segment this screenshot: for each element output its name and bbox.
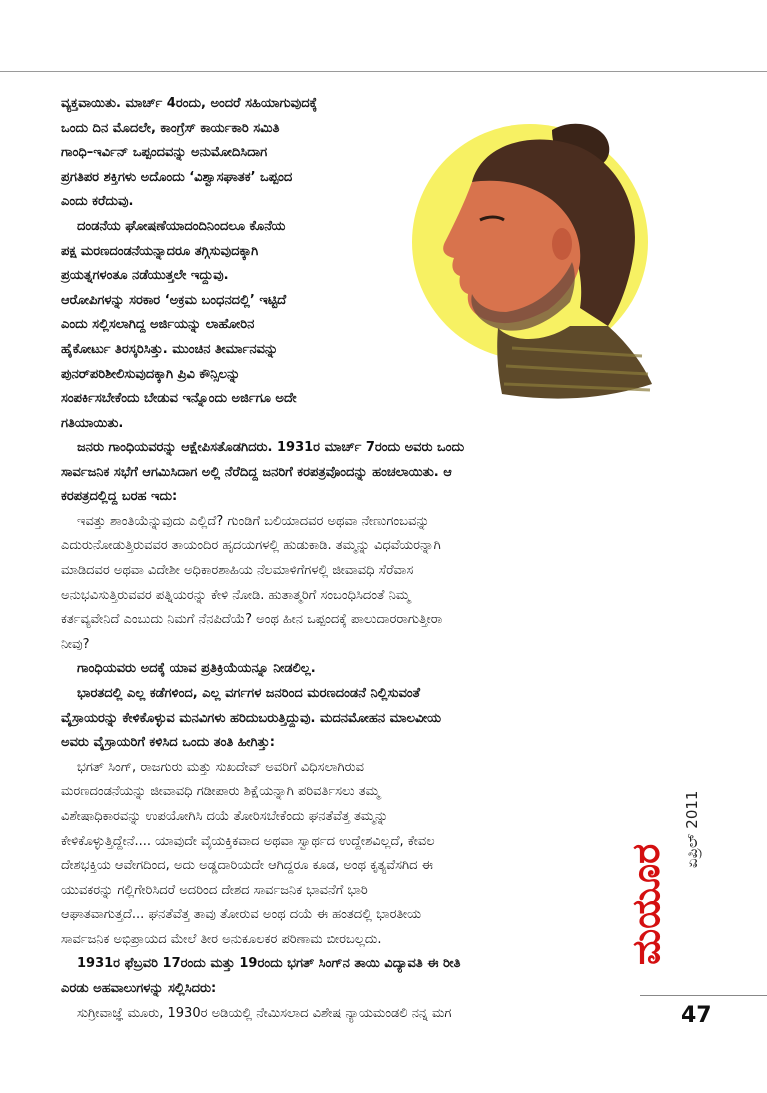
- text-line: ಆರೋಪಿಗಳನ್ನು ಸರಕಾರ ‘ಅಕ್ರಮ ಬಂಧನದಲ್ಲಿ’ ಇಟ್ಟಿದೆ: [61, 292, 287, 308]
- text-line: ಆಘಾತವಾಗುತ್ತದೆ... ಘನತೆವೆತ್ತ ತಾವು ತೋರುವ ಅಂಥ ದಯೆ ಈ ಹಂತದಲ್ಲಿ ಭಾರತೀಯ: [61, 907, 422, 923]
- page-number-rule: [640, 995, 767, 996]
- text-line: ದಂಡನೆಯ ಘೋಷಣೆಯಾದಂದಿನಿಂದಲೂ ಕೊನೆಯ: [77, 218, 286, 234]
- magazine-masthead: ಮಯೂರ: [624, 843, 668, 965]
- ear: [552, 228, 572, 260]
- text-line: ಪ್ರಗತಿಪರ ಶಕ್ತಿಗಳು ಅದೊಂದು ‘ವಿಶ್ವಾಸಘಾತಕ’ ಒಪ್ಪಂದ: [61, 169, 293, 185]
- text-line: ನೀವು?: [61, 636, 90, 652]
- text-line: ಒಂದು ದಿನ ಮೊದಲೇ, ಕಾಂಗ್ರೆಸ್ ಕಾರ್ಯಕಾರಿ ಸಮಿತಿ: [61, 120, 280, 136]
- text-line: ಅವರು ವೈಸ್ರಾಯರಿಗೆ ಕಳಿಸಿದ ಒಂದು ತಂತಿ ಹೀಗಿತ್ತು:: [61, 735, 275, 751]
- text-line: ಗತಿಯಾಯಿತು.: [61, 415, 124, 431]
- text-line: ಕರಪತ್ರದಲ್ಲಿದ್ದ ಬರಹ ಇದು:: [61, 489, 178, 505]
- text-line: ವೈಸ್ರಾಯರನ್ನು ಕೇಳಿಕೊಳ್ಳುವ ಮನವಿಗಳು ಹರಿದುಬರುತ್ತಿದ್ದುವು. ಮದನಮೋಹನ ಮಾಲವೀಯ: [61, 710, 442, 726]
- body-text: [61, 436, 631, 1026]
- text-line: ವಿಶೇಷಾಧಿಕಾರವನ್ನು ಉಪಯೋಗಿಸಿ ದಯೆ ತೋರಿಸಬೇಕೆಂದು ಘನತೆವೆತ್ತ ತಮ್ಮನ್ನು: [61, 808, 389, 824]
- text-line: 1931ರ ಫೆಬ್ರವರಿ 17ರಂದು ಮತ್ತು 19ರಂದು ಭಗತ್ ಸಿಂಗ್‌ನ ತಾಯಿ ವಿದ್ಯಾವತಿ ಈ ರೀತಿ: [77, 956, 461, 972]
- text-line: ಎರಡು ಅಹವಾಲುಗಳನ್ನು ಸಲ್ಲಿಸಿದರು:: [61, 981, 217, 997]
- text-line: ಯುವಕರನ್ನು ಗಲ್ಲಿಗೇರಿಸಿದರೆ ಅದರಿಂದ ದೇಶದ ಸಾರ್ವಜನಿಕ ಭಾವನೆಗೆ ಭಾರಿ: [61, 882, 368, 898]
- text-line: ಕೇಳಿಕೊಳ್ಳುತ್ತಿದ್ದೇನೆ.... ಯಾವುದೇ ವೈಯಕ್ತಿಕವಾದ ಅಥವಾ ಸ್ವಾರ್ಥದ ಉದ್ದೇಶವಿಲ್ಲದೆ, ಕೇವಲ: [61, 833, 435, 849]
- top-rule: [0, 71, 767, 72]
- text-line: ಭಾರತದಲ್ಲಿ ಎಲ್ಲ ಕಡೆಗಳಿಂದ, ಎಲ್ಲ ವರ್ಗಗಳ ಜನರಿಂದ ಮರಣದಂಡನೆ ನಿಲ್ಲಿಸುವಂತೆ: [77, 685, 421, 701]
- column-text: [61, 92, 406, 436]
- text-line: ಪ್ರಯತ್ನಗಳಂತೂ ನಡೆಯುತ್ತಲೇ ಇದ್ದುವು.: [61, 268, 229, 284]
- portrait-illustration: [402, 112, 667, 402]
- text-line: ಹೈಕೋರ್ಟು ತಿರಸ್ಕರಿಸಿತ್ತು. ಮುಂಚಿನ ತೀರ್ಮಾನವನ್ನು: [61, 341, 279, 357]
- text-line: ವ್ಯಕ್ತವಾಯಿತು. ಮಾರ್ಚ್ 4ರಂದು, ಅಂದರೆ ಸಹಿಯಾಗುವುದಕ್ಕೆ: [61, 96, 318, 111]
- text-line: ಗಾಂಧಿ–ಇರ್ವಿನ್ ಒಪ್ಪಂದವನ್ನು ಅನುಮೋದಿಸಿದಾಗ: [61, 145, 268, 161]
- text-line: ಮಾಡಿದವರ ಅಥವಾ ವಿದೇಶೀ ಅಧಿಕಾರಶಾಹಿಯ ನೆಲಮಾಳಿಗೆಗಳಲ್ಲಿ ಜೀವಾವಧಿ ಸೆರೆವಾಸ: [61, 562, 414, 578]
- text-line: ಪುನರ್‌ಪರಿಶೀಲಿಸುವುದಕ್ಕಾಗಿ ಪ್ರಿವಿ ಕೌನ್ಸಿಲನ್ನು: [61, 366, 241, 382]
- page-number: 47: [681, 1003, 712, 1028]
- text-line: ಎಂದು ಕರೆದುವು.: [61, 194, 134, 210]
- text-line: ಸಾರ್ವಜನಿಕ ಸಭೆಗೆ ಆಗಮಿಸಿದಾಗ ಅಲ್ಲಿ ನೆರೆದಿದ್ದ ಜನರಿಗೆ ಕರಪತ್ರವೊಂದನ್ನು ಹಂಚಲಾಯಿತು. ಆ: [61, 464, 452, 480]
- text-line: ಸುಗ್ರೀವಾಜ್ಞೆ ಮೂರು, 1930ರ ಅಡಿಯಲ್ಲಿ ನೇಮಿಸಲಾದ ವಿಶೇಷ ನ್ಯಾಯಮಂಡಲಿ ನನ್ನ ಮಗ: [77, 1005, 452, 1021]
- text-line: ಪಕ್ಷ ಮರಣದಂಡನೆಯನ್ನಾದರೂ ತಗ್ಗಿಸುವುದಕ್ಕಾಗಿ: [61, 243, 259, 259]
- text-line: ಎಂದು ಸಲ್ಲಿಸಲಾಗಿದ್ದ ಅರ್ಜಿಯನ್ನು ಲಾಹೋರಿನ: [61, 317, 255, 333]
- text-line: ಕರ್ತವ್ಯವೇನಿದೆ ಎಂಬುದು ನಿಮಗೆ ನೆನಪಿದೆಯೆ? ಅಂಥ ಹೀನ ಒಪ್ಪಂದಕ್ಕೆ ಪಾಲುದಾರರಾಗುತ್ತೀರಾ: [61, 612, 443, 628]
- text-line: ದೇಶಭಕ್ತಿಯ ಆವೇಗದಿಂದ, ಅದು ಅಡ್ಡದಾರಿಯದೇ ಆಗಿದ್ದರೂ ಕೂಡ, ಅಂಥ ಕೃತ್ಯವೆಸಗಿದ ಈ: [61, 858, 433, 874]
- issue-date: ಏಪ್ರಿಲ್ 2011: [683, 790, 701, 868]
- text-line: ಇವತ್ತು ಶಾಂತಿಯೆನ್ನುವುದು ಎಲ್ಲಿದೆ? ಗುಂಡಿಗೆ ಬಲಿಯಾದವರ ಅಥವಾ ನೇಣುಗಂಬವನ್ನು: [77, 513, 430, 529]
- text-line: ಮರಣದಂಡನೆಯನ್ನು ಜೀವಾವಧಿ ಗಡೀಪಾರು ಶಿಕ್ಷೆಯನ್ನಾಗಿ ಪರಿವರ್ತಿಸಲು ತಮ್ಮ: [61, 784, 380, 800]
- text-line: ಸಾರ್ವಜನಿಕ ಅಭಿಪ್ರಾಯದ ಮೇಲೆ ತೀರ ಅನುಕೂಲಕರ ಪರಿಣಾಮ ಬೀರಬಲ್ಲದು.: [61, 931, 382, 947]
- text-line: ಸಂಪರ್ಕಿಸಬೇಕೆಂದು ಬೇಡುವ ಇನ್ನೊಂದು ಅರ್ಜಿಗೂ ಅದೇ: [61, 391, 297, 407]
- text-line: ಅನುಭವಿಸುತ್ತಿರುವವರ ಪತ್ನಿಯರನ್ನು ಕೇಳಿ ನೋಡಿ. ಹುತಾತ್ಮರಿಗೆ ಸಂಬಂಧಿಸಿದಂತೆ ನಿಮ್ಮ: [61, 587, 410, 603]
- text-line: ಎದುರುನೋಡುತ್ತಿರುವವರ ತಾಯಂದಿರ ಹೃದಯಗಳಲ್ಲಿ ಹುಡುಕಾಡಿ. ತಮ್ಮನ್ನು ವಿಧವೆಯರನ್ನಾಗಿ: [61, 538, 441, 554]
- text-line: ಭಗತ್ ಸಿಂಗ್, ರಾಜಗುರು ಮತ್ತು ಸುಖದೇವ್ ಅವರಿಗೆ ವಿಧಿಸಲಾಗಿರುವ: [77, 759, 364, 775]
- text-line: ಜನರು ಗಾಂಧಿಯವರನ್ನು ಆಕ್ಷೇಪಿಸತೊಡಗಿದರು. 1931ರ ಮಾರ್ಚ್ 7ರಂದು ಅವರು ಒಂದು: [77, 440, 465, 455]
- text-line: ಗಾಂಧಿಯವರು ಅದಕ್ಕೆ ಯಾವ ಪ್ರತಿಕ್ರಿಯೆಯನ್ನೂ ನೀಡಲಿಲ್ಲ.: [77, 661, 316, 677]
